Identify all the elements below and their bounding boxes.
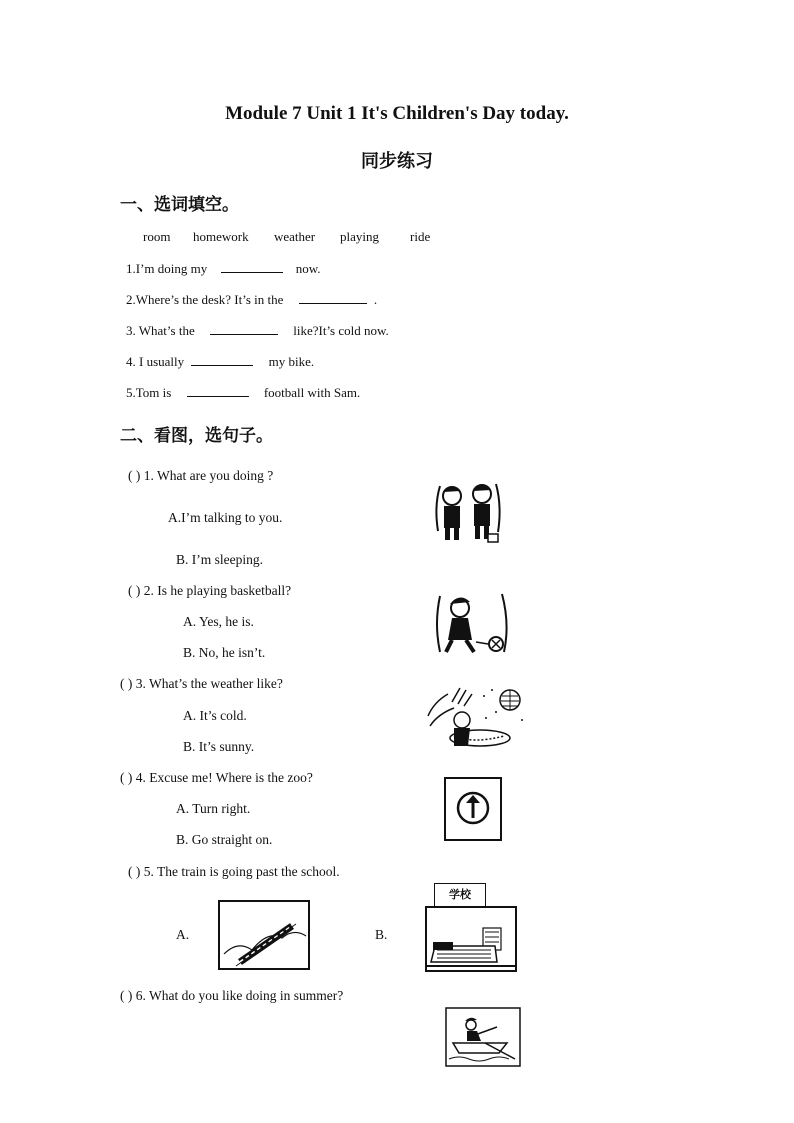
fill-item-2-before: 2.Where’s the desk? It’s in the [126,292,284,307]
question-4-option-a: A. Turn right. [176,801,251,816]
boy-rowing-boat-picture [445,1007,521,1067]
fill-item-1-before: 1.I’m doing my [126,261,208,276]
fill-item-4 [126,354,314,370]
question-3-text: 3. What’s the weather like? [135,676,283,691]
answer-paren-3[interactable]: ( ) [120,676,133,691]
question-6 [120,988,343,1004]
question-3 [120,676,283,692]
answer-paren-6[interactable]: ( ) [120,988,133,1003]
page-title: Module 7 Unit 1 It's Children's Day today. [225,103,569,124]
answer-paren-4[interactable]: ( ) [120,770,133,785]
question-3-option-a: A. It’s cold. [183,708,247,723]
two-boys-talking-picture [432,476,504,544]
word-playing: playing [340,229,379,244]
person-under-umbrella-picture [424,682,526,754]
fill-blank-3[interactable] [210,333,278,335]
fill-blank-5[interactable] [187,395,249,397]
question-1-text: 1. What are you doing ? [143,468,274,483]
word-weather: weather [274,229,316,244]
fill-item-5-before: 5.Tom is [126,385,172,400]
fill-item-2 [126,292,377,308]
fill-item-5 [126,385,360,401]
train-in-mountains-picture [218,900,310,970]
fill-item-4-after: my bike. [268,354,315,369]
fill-blank-2[interactable] [299,302,367,304]
question-5 [128,864,340,880]
fill-item-5-after: football with Sam. [263,385,361,400]
word-room: room [143,229,171,244]
part1-heading: 一、选词填空。 [120,195,239,214]
word-ride: ride [410,229,431,244]
page-subtitle: 同步练习 [361,151,433,171]
boy-playing-football-picture [432,590,512,658]
fill-item-3-after: like?It’s cold now. [293,323,389,338]
answer-paren-5[interactable]: ( ) [128,864,141,879]
fill-item-1 [126,261,321,277]
answer-paren-1[interactable]: ( ) [128,468,141,483]
question-5-option-a: A. [176,927,190,942]
question-4 [120,770,313,786]
part2-heading: 二、看图，选句子。 [120,426,273,445]
fill-blank-1[interactable] [221,271,283,273]
question-1-option-b: B. I’m sleeping. [176,552,263,567]
fill-blank-4[interactable] [191,364,253,366]
fill-item-3 [126,323,389,339]
train-passing-school-picture [425,906,517,972]
question-2-option-b: B. No, he isn’t. [183,645,266,660]
question-4-text: 4. Excuse me! Where is the zoo? [135,770,313,785]
fill-item-1-after: now. [295,261,321,276]
fill-item-4-before: 4. I usually [126,354,185,369]
question-1 [128,468,273,484]
question-1-option-a: A.I’m talking to you. [168,510,283,525]
question-4-option-b: B. Go straight on. [176,832,273,847]
question-3-option-b: B. It’s sunny. [183,739,255,754]
fill-item-3-before: 3. What’s the [126,323,195,338]
fill-item-2-after: . [373,292,378,307]
question-5-option-b: B. [375,927,388,942]
word-homework: homework [193,229,249,244]
question-2-text: 2. Is he playing basketball? [143,583,292,598]
question-6-text: 6. What do you like doing in summer? [135,988,344,1003]
answer-paren-2[interactable]: ( ) [128,583,141,598]
question-2-option-a: A. Yes, he is. [183,614,254,629]
question-5-text: 5. The train is going past the school. [143,864,340,879]
go-straight-sign-picture [443,776,503,842]
question-2 [128,583,291,599]
school-sign-label: 学校 [449,888,471,901]
